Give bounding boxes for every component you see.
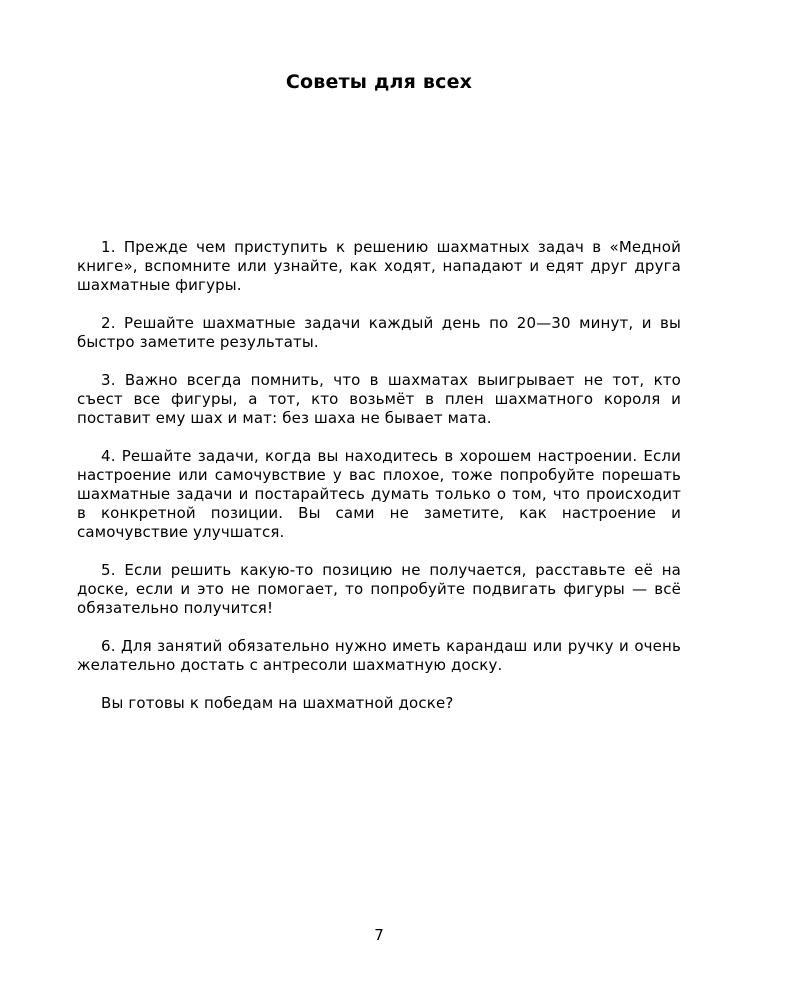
tip-paragraph-3: 3. Важно всегда помнить, что в шахматах выигрывает не тот, кто съест все фигуры, а тот, кто возьмёт в плен шахматного короля и поставит ему шах и мат: без шаха не бывает мата. xyxy=(77,371,681,427)
page-title: Советы для всех xyxy=(285,71,473,93)
closing-question: Вы готовы к победам на шахматной доске? xyxy=(101,694,454,712)
tip-paragraph-6: 6. Для занятий обязательно нужно иметь карандаш или ручку и очень желательно достать с антресоли шахматную доску. xyxy=(77,637,681,674)
tip-paragraph-2: 2. Решайте шахматные задачи каждый день по 20—30 минут, и вы быстро заметите результаты. xyxy=(77,314,681,351)
tip-paragraph-5: 5. Если решить какую-то позицию не получается, расставьте её на доске, если и это не помогает, то попробуйте подвигать фигуры — всё обязательно получится! xyxy=(77,561,681,617)
tip-paragraph-4: 4. Решайте задачи, когда вы находитесь в хорошем настроении. Если настроение или самочувствие у вас плохое, тоже попробуйте порешать шахматные задачи и постарайтесь думать только о том, что происходит в конкретной позиции. Вы сами не заметите, как настроение и самочувствие улучшатся. xyxy=(77,447,681,541)
page-number: 7 xyxy=(374,926,384,944)
tips-text-block xyxy=(77,238,681,732)
tip-paragraph-1: 1. Прежде чем приступить к решению шахматных задач в «Медной книге», вспомните или узнайте, как ходят, нападают и едят друг друга шахматные фигуры. xyxy=(77,238,681,294)
